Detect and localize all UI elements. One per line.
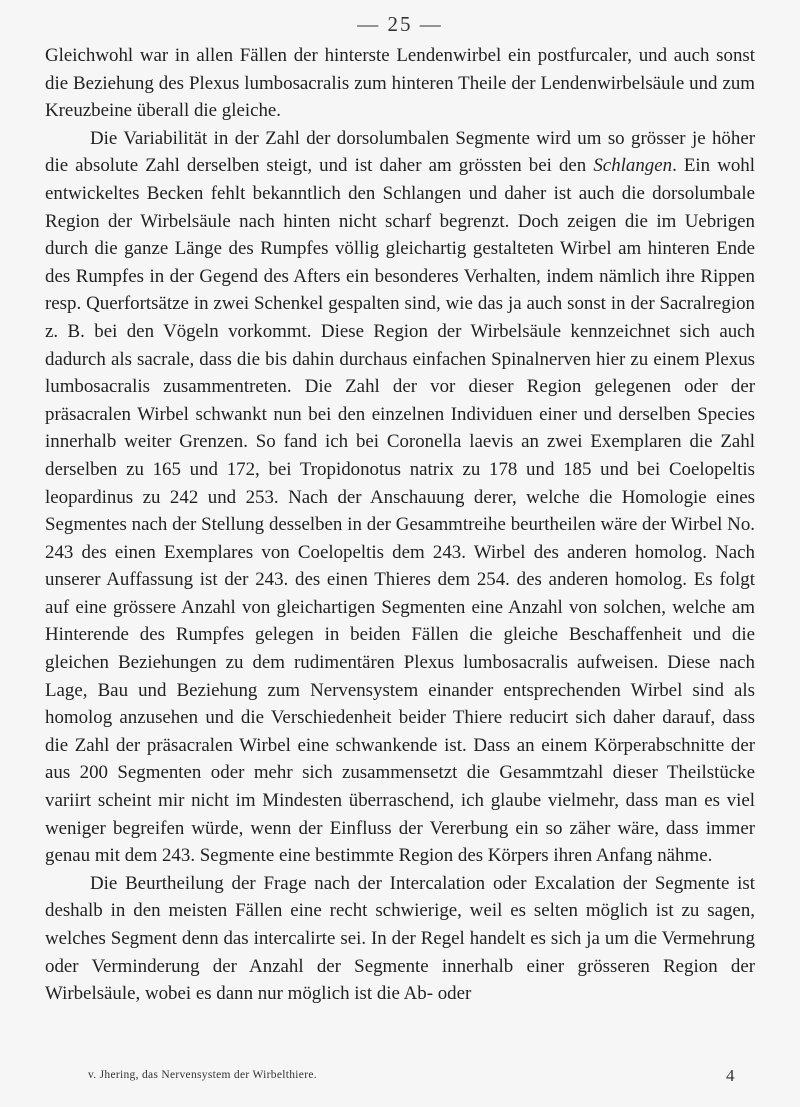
paragraph-text: . Ein wohl entwickeltes Becken fehlt bekanntlich den Schlangen und daher ist auch die dorsolumbale Region der Wirbelsäule nach hinten nicht scharf begrenzt. Doch zeigen die im Uebrigen durch die ganze Länge des Rumpfes völlig gleichartig gestalteten Wirbel am hinteren Ende des Rumpfes in der Gegend des Afters ein besonderes Verhalten, indem nämlich ihre Rippen resp. Querfortsätze in zwei Schenkel gespalten sind, wie das ja auch sonst in der Sacralregion z. B. bei den Vögeln vorkommt. Diese Region der Wirbelsäule kennzeichnet sich auch dadurch als sacrale, dass die bis dahin durchaus einfachen Spinalnerven hier zu einem Plexus lumbosacralis zusammentreten. Die Zahl der vor dieser Region gelegenen oder der präsacralen Wirbel schwankt nun bei den einzelnen Individuen einer und derselben Species innerhalb weiter Grenzen. So fand ich bei Coronella laevis an zwei Exemplaren die Zahl derselben zu 165 und 172, bei Tropidonotus natrix zu 178 und 185 und bei Coelopeltis leopardinus zu 242 und 253. Nach der Anschauung derer, welche die Homologie eines Segmentes nach der Stellung desselben in der Gesammtreihe beurtheilen wäre der Wirbel No. 243 des einen Exemplares von Coelopeltis dem 243. Wirbel des anderen homolog. Nach unserer Auffassung ist der 243. des einen Thieres dem 254. des anderen homolog. Es folgt auf eine grössere Anzahl von gleichartigen Segmenten eine Anzahl von solchen, welche am Hinterende des Rumpfes gelegen in beiden Fällen die gleiche Beschaffenheit und die gleichen Beziehungen zu dem rudimentären Plexus lumbosacralis aufweisen. Diese nach Lage, Bau und Beziehung zum Nervensystem einander entsprechenden Wirbel sind als homolog anzusehen und die Verschiedenheit beider Thiere reducirt sich daher darauf, dass die Zahl der präsacralen Wirbel eine schwankende ist. Dass an einem Körperabschnitte der aus 200 Segmenten oder mehr sich zusammensetzt die Gesammtzahl dieser Theilstücke variirt scheint mir nicht im Mindesten überraschend, ich glaube vielmehr, dass man es viel weniger begreifen würde, wenn der Einfluss der Vererbung ein so zäher wäre, dass immer genau mit dem 243. Segmente eine bestimmte Region des Körpers ihren Anfang nähme. (45, 155, 755, 867)
italic-term: Schlangen (593, 155, 673, 177)
paragraph-text: Die Beurtheilung der Frage nach der Intercalation oder Excalation der Segmente ist deshalb in den meisten Fällen eine recht schwierige, weil es selten möglich ist zu sagen, welches Segment denn das intercalirte sei. In der Regel handelt es sich ja um die Vermehrung oder Verminderung der Anzahl der Segmente innerhalb einer grösseren Region der Wirbelsäule, wobei es dann nur möglich ist die Ab- oder (45, 872, 755, 1005)
paragraph (45, 42, 755, 125)
page-footer-citation: v. Jhering, das Nervensystem der Wirbelthiere. (88, 1069, 317, 1081)
page-header: — 25 — (357, 12, 443, 36)
paragraph-text: Die Variabilität in der Zahl der dorsolumbalen Segmente wird um so grösser je höher die absolute Zahl derselben steigt, und ist daher am grössten bei den (45, 127, 755, 177)
signature-mark: 4 (726, 1066, 735, 1085)
body-text (45, 42, 755, 1008)
paragraph-text: Gleichwohl war in allen Fällen der hinterste Lendenwirbel ein postfurcaler, und auch sonst die Beziehung des Plexus lumbosacralis zum hinteren Theile der Lendenwirbelsäule und zum Kreuzbeine überall die gleiche. (45, 45, 755, 122)
paragraph (45, 870, 755, 1008)
paragraph (45, 125, 755, 870)
